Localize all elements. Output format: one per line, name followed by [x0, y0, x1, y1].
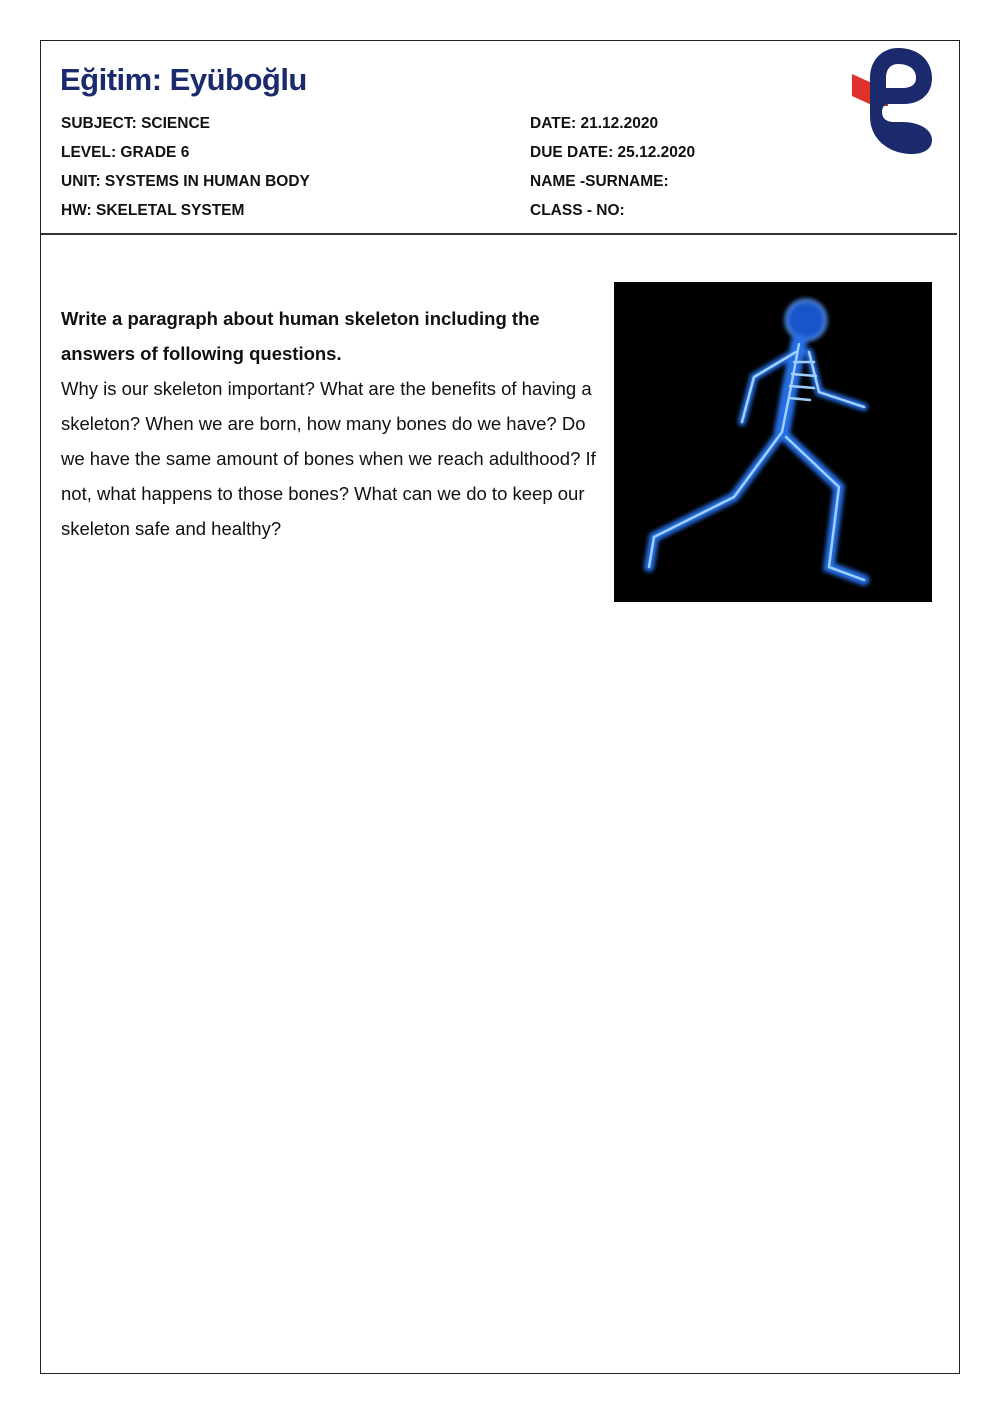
- header-divider: [41, 233, 957, 235]
- running-skeleton-image: [614, 282, 932, 602]
- task-text: [61, 301, 611, 546]
- class-no-field: CLASS - NO:: [530, 202, 625, 219]
- task-title: Write a paragraph about human skeleton including the answers of following questions.: [61, 308, 540, 364]
- name-surname-field: NAME -SURNAME:: [530, 173, 669, 190]
- unit-label: UNIT: SYSTEMS IN HUMAN BODY: [61, 173, 310, 190]
- hw-label: HW: SKELETAL SYSTEM: [61, 202, 245, 219]
- task-questions: Why is our skeleton important? What are the benefits of having a skeleton? When we are born, how many bones do we have? Do we have the same amount of bones when we reach adulthood? If not, what happens to those bones? What can we do to keep our skeleton safe and healthy?: [61, 378, 596, 539]
- subject-label: SUBJECT: SCIENCE: [61, 115, 210, 132]
- level-label: LEVEL: GRADE 6: [61, 144, 190, 161]
- page-border: [40, 40, 960, 1374]
- date-label: DATE: 21.12.2020: [530, 115, 659, 132]
- school-logo-icon: [848, 44, 934, 156]
- due-date-label: DUE DATE: 25.12.2020: [530, 144, 696, 161]
- brand-title: Eğitim: Eyüboğlu: [60, 62, 307, 97]
